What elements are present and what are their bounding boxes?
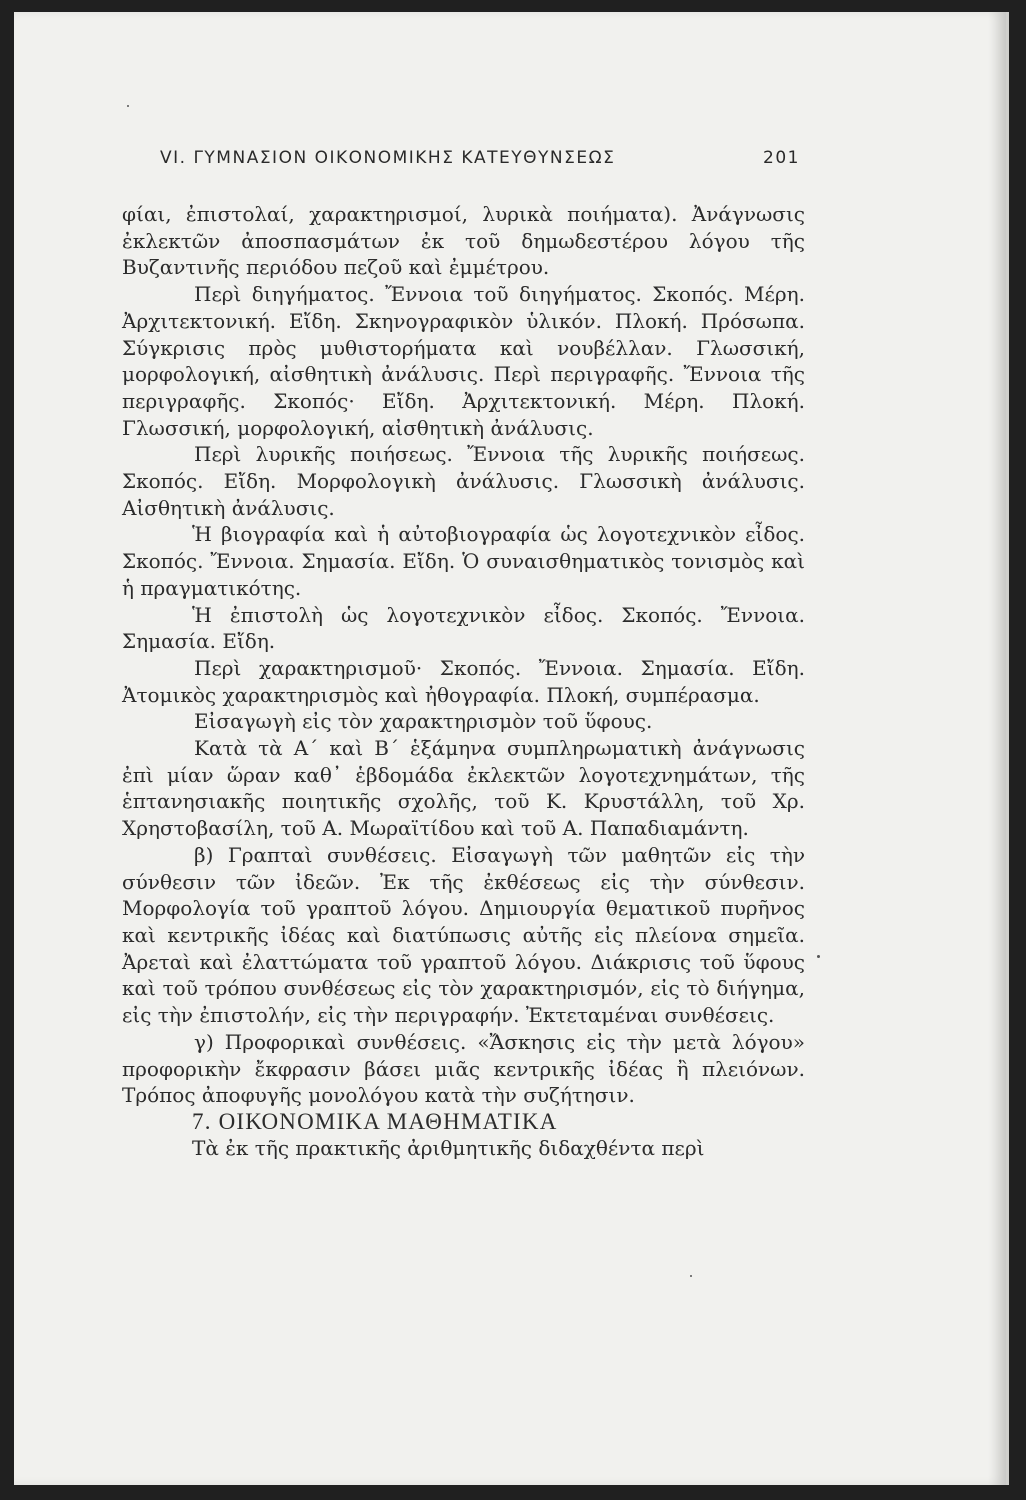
section-heading: 7. ΟΙΚΟΝΟΜΙΚΑ ΜΑΘΗΜΑΤΙΚΑ (192, 1108, 558, 1134)
paragraph-final: Τὰ ἐκ τῆς πρακτικῆς ἀριθμητικῆς διδαχθέντα περὶ (192, 1135, 705, 1160)
paragraph-lyric-poetry: Περὶ λυρικῆς ποιήσεως. Ἔννοια τῆς λυρικῆς ποιήσεως. Σκοπός. Εἴδη. Μορφολογικὴ ἀνάλυσις. Γλωσσικὴ ἀνάλυσις. Αἰσθητικὴ ἀνάλυσις. (122, 442, 805, 520)
ink-speck (690, 1275, 692, 1277)
page-edge-shadow (988, 12, 1006, 1485)
paragraph-supplementary-reading: Κατὰ τὰ Α΄ καὶ Β΄ ἑξάμηνα συμπληρωματικὴ ἀνάγνωσις ἐπὶ μίαν ὥραν καθ᾿ ἑβδομάδα ἐκλεκτῶν λογοτεχνημάτων, τῆς ἑπτανησιακῆς ποιητικῆς σχολῆς, τοῦ Κ. Κρυστάλλη, τοῦ Χρ. Χρηστοβασίλη, τοῦ Α. Μωραϊτίδου καὶ τοῦ Α. Παπαδιαμάντη. (122, 736, 805, 841)
paragraph-characterization: Περὶ χαρακτηρισμοῦ· Σκοπός. Ἔννοια. Σημασία. Εἴδη. Ἀτομικὸς χαρακτηρισμὸς καὶ ἠθογραφία. Πλοκή, συμπέρασμα. (122, 655, 805, 707)
paragraph-oral-compositions: γ) Προφορικαὶ συνθέσεις. «Ἄσκησις εἰς τὴν μετὰ λόγου» προφορικὴν ἔκφρασιν βάσει μιᾶς κεντρικῆς ἰδέας ἢ πλειόνων. Τρόπος ἀποφυγῆς μονολόγου κατὰ τὴν συζήτησιν. (122, 1029, 805, 1108)
paragraph-letter: Ἡ ἐπιστολὴ ὡς λογοτεχνικὸν εἶδος. Σκοπός. Ἔννοια. Σημασία. Εἴδη. (122, 602, 805, 654)
paragraph-narrative: Περὶ διηγήματος. Ἔννοια τοῦ διηγήματος. Σκοπός. Μέρη. Ἀρχιτεκτονική. Εἴδη. Σκηνογραφικὸν ὑλικόν. Πλοκή. Πρόσωπα. Σύγκρισις πρὸς μυθιστορήματα καὶ νουβέλλαν. Γλωσσική, μορφολογική, αἰσθητικὴ ἀνάλυσις. Περὶ περιγραφῆς. Ἔννοια τῆς περιγραφῆς. Σκοπός· Εἴδη. Ἀρχιτεκτονική. Μέρη. Πλοκή. Γλωσσική, μορφολογική, αἰσθητικὴ ἀνάλυσις. (122, 282, 805, 440)
page-number: 201 (763, 148, 800, 168)
paragraph-written-compositions: β) Γραπταὶ συνθέσεις. Εἰσαγωγὴ τῶν μαθητῶν εἰς τὴν σύνθεσιν τῶν ἰδεῶν. Ἐκ τῆς ἐκθέσεως εἰς τὴν σύνθεσιν. Μορφολογία τοῦ γραπτοῦ λόγου. Δημιουργία θεματικοῦ πυρῆνος καὶ κεντρικῆς ἰδέας καὶ διατύπωσις αὐτῆς εἰς πλείονα σημεῖα. Ἀρεταὶ καὶ ἐλαττώματα τοῦ γραπτοῦ λόγου. Διάκρισις τοῦ ὕφους καὶ τοῦ τρόπου συνθέσεως εἰς τὸν χαρακτηρισμόν, εἰς τὸ διήγημα, εἰς τὴν ἐπιστολήν, εἰς τὴν περιγραφήν. Ἐκτεταμέναι συνθέσεις. (122, 842, 805, 1028)
paragraph-biography: Ἡ βιογραφία καὶ ἡ αὐτοβιογραφία ὡς λογοτεχνικὸν εἶδος. Σκοπός. Ἔννοια. Σημασία. Εἴδη. Ὁ συναισθηματικὸς τονισμὸς καὶ ἡ πραγματικότης. (122, 522, 805, 600)
paragraph-continuation: φίαι, ἐπιστολαί, χαρακτηρισμοί, λυρικὰ ποιήματα). Ἀνάγνωσις ἐκλεκτῶν ἀποσπασμάτων ἐκ τοῦ δημωδεστέρου λόγου τῆς Βυζαντινῆς περιόδου πεζοῦ καὶ ἐμμέτρου. (122, 202, 805, 280)
running-header (160, 148, 800, 178)
ink-speck (817, 955, 820, 958)
running-title: VI. ΓΥΜΝΑΣΙΟΝ ΟΙΚΟΝΟΜΙΚΗΣ ΚΑΤΕΥΘΥΝΣΕΩΣ (160, 148, 616, 168)
paragraph-style: Εἰσαγωγὴ εἰς τὸν χαρακτηρισμὸν τοῦ ὕφους. (194, 709, 653, 734)
ink-speck (127, 105, 129, 107)
page-body (122, 201, 805, 1162)
